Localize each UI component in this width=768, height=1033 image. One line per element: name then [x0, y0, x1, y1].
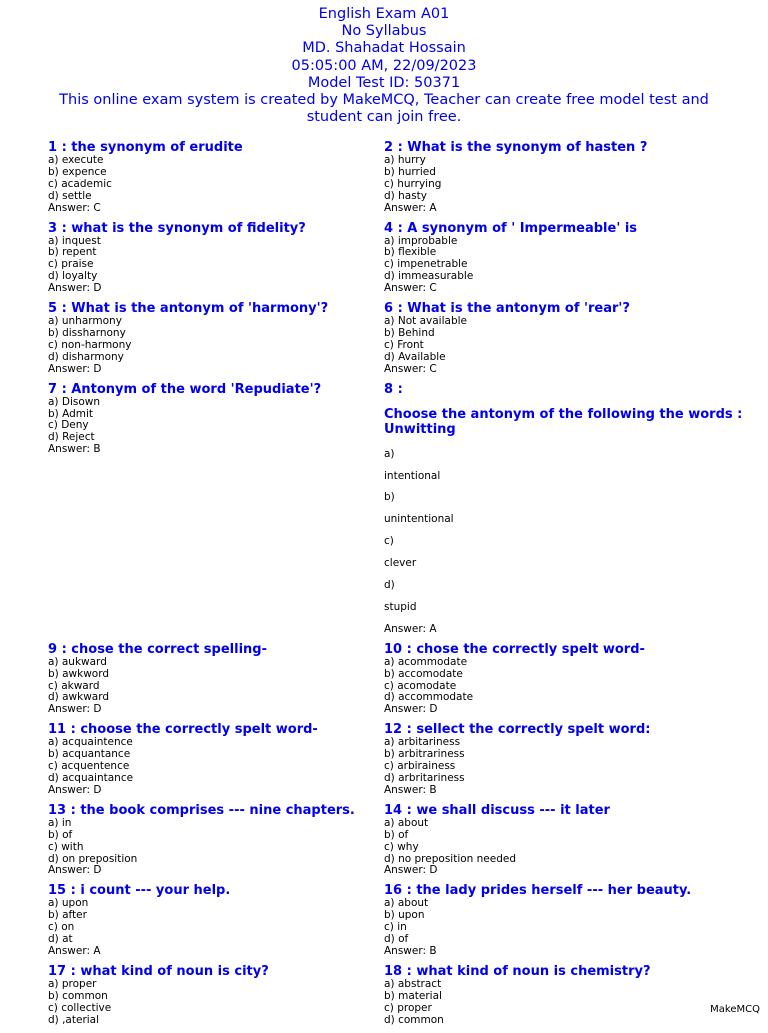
option-label: c): [384, 535, 394, 548]
option: c) why: [384, 840, 419, 853]
option: d) immeasurable: [384, 270, 474, 283]
question-item: [384, 964, 748, 1027]
answer: Answer: D: [384, 703, 438, 716]
footer-brand: MakeMCQ: [710, 1004, 760, 1015]
option: d) accommodate: [384, 691, 474, 704]
question-item: [384, 883, 748, 958]
question-item: [48, 140, 384, 215]
question-item: [48, 883, 384, 958]
question-item: [48, 301, 384, 376]
option-label: a): [384, 447, 395, 460]
question-title: 13 : the book comprises --- nine chapters.: [48, 802, 355, 818]
option: b) expence: [48, 165, 107, 178]
option: d) hasty: [384, 189, 427, 202]
option: b) repent: [48, 246, 97, 259]
question-item: [384, 642, 748, 717]
option: a) in: [48, 816, 72, 829]
option: a) Not available: [384, 315, 467, 328]
model-test-id: Model Test ID: 50371: [307, 74, 461, 91]
option: d) of: [384, 933, 409, 946]
option: b) of: [384, 828, 409, 841]
answer: Answer: C: [384, 282, 437, 295]
exam-description: This online exam system is created by MakeMCQ, Teacher can create free model test and student can join free.: [59, 92, 709, 126]
option: b) accomodate: [384, 667, 463, 680]
answer: Answer: D: [48, 282, 102, 295]
option: b) upon: [384, 909, 425, 922]
option: a) abstract: [384, 977, 442, 990]
question-item: [48, 722, 384, 797]
exam-header: [0, 6, 768, 126]
answer: Answer: A: [384, 622, 437, 635]
answer: Answer: D: [384, 864, 438, 877]
option: d) Reject: [48, 431, 95, 444]
option: c) akward: [48, 679, 100, 692]
question-title: 4 : A synonym of ' Impermeable' is: [384, 220, 638, 236]
question-title: 11 : choose the correctly spelt word-: [48, 722, 318, 738]
option-label: d): [384, 579, 395, 592]
question-title: 17 : what kind of noun is city?: [48, 963, 269, 979]
option-text: intentional: [384, 469, 441, 482]
question-title: 18 : what kind of noun is chemistry?: [384, 963, 651, 979]
option: a) acommodate: [384, 655, 468, 668]
answer: Answer: B: [384, 944, 437, 957]
option: a) hurry: [384, 154, 426, 166]
option: b) acquantance: [48, 748, 131, 761]
question-title: 6 : What is the antonym of 'rear'?: [384, 301, 630, 317]
question-title: 10 : chose the correctly spelt word-: [384, 641, 645, 657]
exam-datetime: 05:05:00 AM, 22/09/2023: [291, 57, 477, 74]
question-item: [384, 722, 748, 797]
question-item: [384, 382, 748, 636]
question-title: 1 : the synonym of erudite: [48, 140, 243, 155]
option: d) disharmony: [48, 350, 124, 363]
option: b) hurried: [384, 165, 436, 178]
exam-title: English Exam A01: [318, 6, 450, 22]
option-text: clever: [384, 557, 417, 570]
option: a) arbitariness: [384, 736, 461, 749]
option: b) of: [48, 828, 73, 841]
option: b) common: [48, 989, 108, 1002]
option: c) non-harmony: [48, 338, 132, 351]
option: a) improbable: [384, 234, 458, 247]
question-item: [384, 140, 748, 215]
question-text: Choose the antonym of the following the words : Unwitting: [384, 406, 743, 437]
option: d) arbritariness: [384, 772, 465, 784]
option: c) academic: [48, 177, 112, 190]
option-text: unintentional: [384, 513, 454, 526]
option: c) Deny: [48, 419, 89, 432]
question-item: [48, 642, 384, 717]
option: c) Front: [384, 338, 424, 351]
option: a) about: [384, 897, 429, 910]
option: c) acquentence: [48, 760, 130, 773]
question-title: 3 : what is the synonym of fidelity?: [48, 220, 306, 236]
option: a) inquest: [48, 234, 101, 247]
option: c) praise: [48, 258, 94, 271]
answer: Answer: D: [48, 783, 102, 796]
question-item: [48, 382, 384, 636]
answer: Answer: D: [48, 362, 102, 375]
option: d) common: [384, 1013, 444, 1026]
option: b) flexible: [384, 246, 437, 259]
option: c) arbirainess: [384, 760, 456, 773]
option: b) after: [48, 909, 87, 922]
answer: Answer: D: [48, 864, 102, 877]
option: c) collective: [48, 1001, 112, 1014]
option: c) proper: [384, 1001, 432, 1014]
question-title: 9 : chose the correct spelling-: [48, 641, 267, 657]
question-item: [48, 964, 384, 1027]
option-text: stupid: [384, 600, 417, 613]
option: c) with: [48, 840, 84, 853]
question-title: 7 : Antonym of the word 'Repudiate'?: [48, 381, 322, 397]
answer: Answer: B: [48, 443, 101, 456]
option: c) hurrying: [384, 177, 442, 190]
question-title: 15 : i count --- your help.: [48, 883, 231, 899]
option: d) on preposition: [48, 852, 138, 865]
syllabus: No Syllabus: [341, 23, 427, 40]
option: d) Available: [384, 350, 446, 363]
option: d) awkward: [48, 691, 110, 704]
option: a) Disown: [48, 395, 101, 408]
option: d) loyalty: [48, 270, 98, 283]
question-title: 16 : the lady prides herself --- her beauty.: [384, 883, 692, 899]
question-title: 8 :: [384, 381, 403, 397]
answer: Answer: A: [384, 201, 437, 214]
option: d) acquaintance: [48, 772, 134, 784]
option: b) material: [384, 989, 442, 1002]
option: d) ,aterial: [48, 1013, 100, 1026]
option: d) settle: [48, 189, 92, 202]
teacher-name: MD. Shahadat Hossain: [302, 40, 466, 57]
question-item: [48, 221, 384, 296]
option: c) acomodate: [384, 679, 457, 692]
option: a) about: [384, 816, 429, 829]
question-grid: [48, 140, 748, 1033]
answer: Answer: C: [48, 201, 101, 214]
option: c) on: [48, 921, 75, 934]
option: a) unharmony: [48, 315, 122, 328]
option: b) awkword: [48, 667, 110, 680]
answer: Answer: C: [384, 362, 437, 375]
option: b) Behind: [384, 326, 435, 339]
question-title: 14 : we shall discuss --- it later: [384, 802, 610, 818]
option: b) Admit: [48, 407, 94, 420]
question-title: 2 : What is the synonym of hasten ?: [384, 140, 648, 155]
option: d) no preposition needed: [384, 852, 517, 865]
question-item: [384, 301, 748, 376]
answer: Answer: A: [48, 944, 101, 957]
option: b) dissharnony: [48, 326, 126, 339]
option-label: b): [384, 491, 395, 504]
option: a) aukward: [48, 655, 107, 668]
option: d) at: [48, 933, 73, 946]
option: b) arbitrariness: [384, 748, 465, 761]
question-title: 12 : sellect the correctly spelt word:: [384, 722, 651, 738]
option: a) upon: [48, 897, 89, 910]
option: a) proper: [48, 977, 97, 990]
option: c) in: [384, 921, 407, 934]
answer: Answer: D: [48, 703, 102, 716]
question-item: [384, 221, 748, 296]
question-item: [384, 803, 748, 878]
option: c) impenetrable: [384, 258, 468, 271]
option: a) execute: [48, 154, 104, 166]
answer: Answer: B: [384, 783, 437, 796]
question-item: [48, 803, 384, 878]
option: a) acquaintence: [48, 736, 133, 749]
question-title: 5 : What is the antonym of 'harmony'?: [48, 301, 329, 317]
